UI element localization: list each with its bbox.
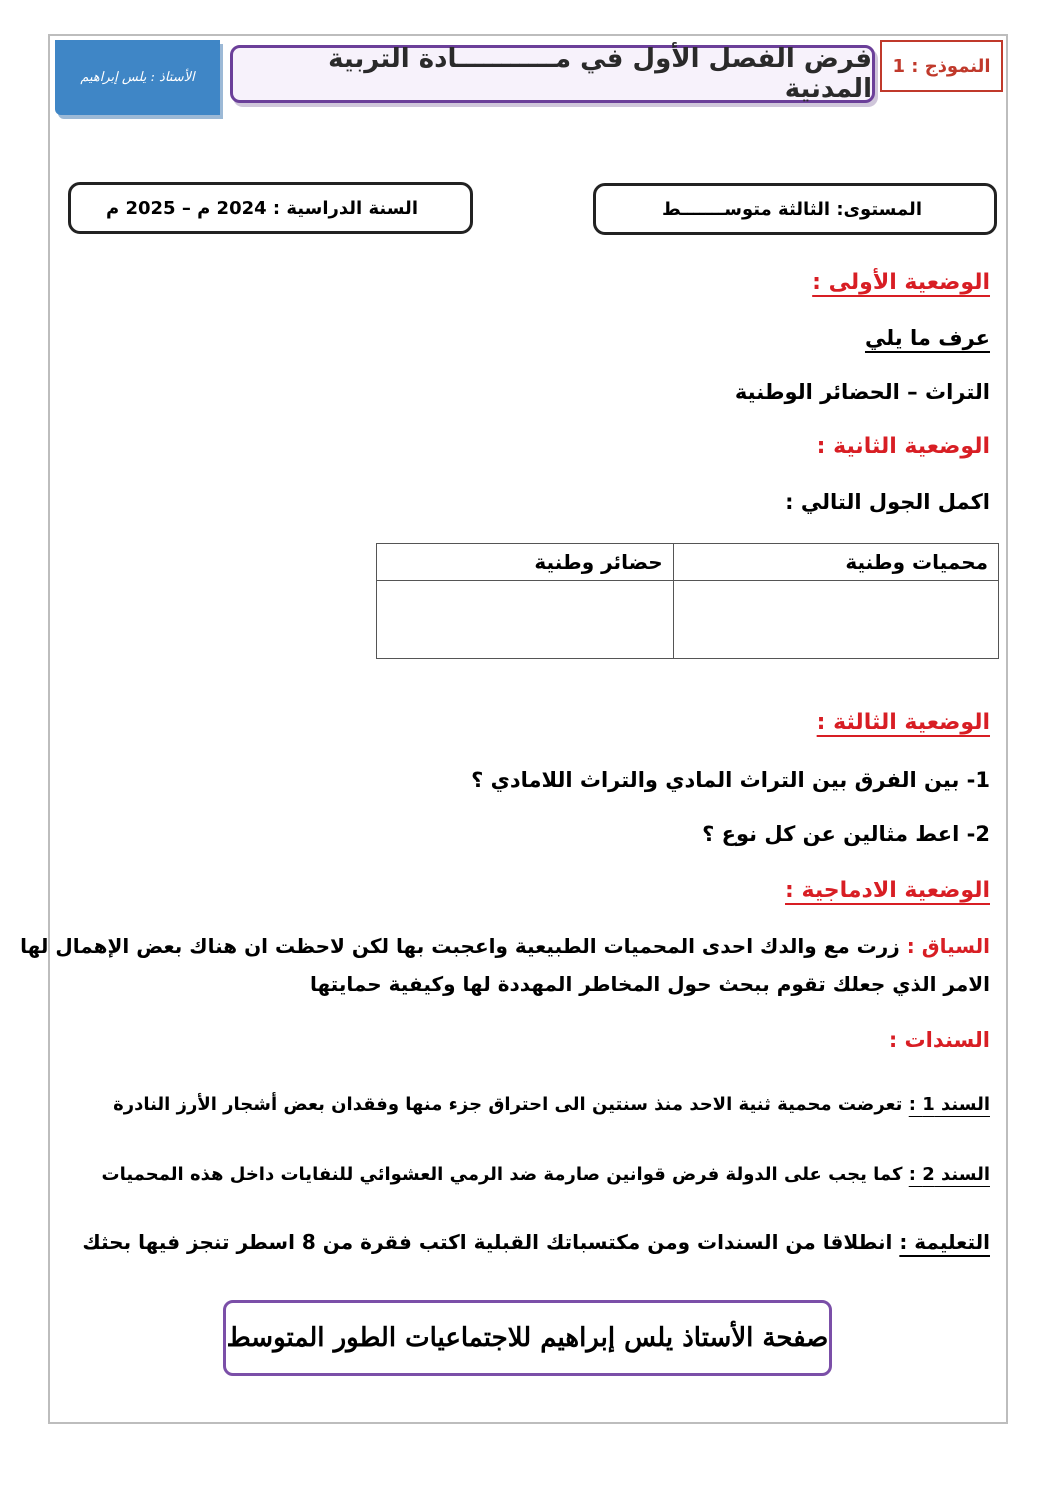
- table-header-parks: حضائر وطنية: [377, 544, 674, 581]
- exam-title-box: [230, 45, 875, 103]
- completion-table: [376, 543, 999, 659]
- model-label: النموذج : 1: [892, 55, 991, 77]
- support-1: [113, 1094, 990, 1115]
- table-row: [377, 581, 999, 659]
- section3-question-1: 1- بين الفرق بين التراث المادي والتراث اللامادي ؟: [471, 768, 990, 792]
- support-2-text: كما يجب على الدولة فرض قوانين صارمة ضد الرمي العشوائي للنفايات داخل هذه المحميات: [101, 1164, 903, 1185]
- footer-text: صفحة الأستاذ يلس إبراهيم للاجتماعيات الطور المتوسط: [226, 1323, 829, 1353]
- supports-label: السندات :: [888, 1028, 990, 1052]
- support-1-text: تعرضت محمية ثنية الاحد منذ سنتين الى احتراق جزء منها وفقدان بعض أشجار الأرز النادرة: [113, 1094, 903, 1115]
- support-2: [101, 1164, 990, 1185]
- footer-box: [223, 1300, 832, 1376]
- integration-heading: الوضعية الادماجية :: [785, 878, 990, 903]
- section2-instruction: اكمل الجول التالي :: [785, 490, 990, 514]
- exam-title: فرض الفصل الأول في مـــــــــــادة التربية المدنية: [328, 44, 872, 104]
- section1-terms: التراث – الحضائر الوطنية: [734, 380, 990, 404]
- context-text-1: زرت مع والدك احدى المحميات الطبيعية واعجبت بها لكن لاحظت ان هناك بعض الإهمال لها: [20, 934, 900, 958]
- model-number-box: [880, 40, 1003, 92]
- section2-heading: الوضعية الثانية :: [816, 434, 990, 459]
- task-text: انطلاقا من السندات ومن مكتسباتك القبلية اكتب فقرة من 8 اسطر تنجز فيها بحثك: [82, 1230, 893, 1254]
- section1-heading: الوضعية الأولى :: [812, 270, 990, 295]
- table-header-reserves: محميات وطنية: [673, 544, 998, 581]
- support-2-label: السند 2 :: [908, 1164, 990, 1185]
- context-line-1: [20, 934, 990, 958]
- section1-instruction: عرف ما يلي: [864, 326, 990, 350]
- year-box: [68, 182, 473, 234]
- section3-heading: الوضعية الثالثة :: [816, 710, 990, 735]
- table-cell-empty[interactable]: [673, 581, 998, 659]
- context-label: السياق :: [906, 934, 990, 958]
- level-box: [593, 183, 997, 235]
- task-label: التعليمة :: [899, 1230, 990, 1254]
- teacher-badge: [55, 40, 220, 115]
- year-text: السنة الدراسية : 2024 م – 2025 م: [105, 197, 418, 219]
- context-line-2: الامر الذي جعلك تقوم ببحث حول المخاطر المهددة لها وكيفية حمايتها: [309, 972, 990, 996]
- table-cell-empty[interactable]: [377, 581, 674, 659]
- table-header-row: [377, 544, 999, 581]
- section3-question-2: 2- اعط مثالين عن كل نوع ؟: [702, 822, 990, 846]
- teacher-name: الأستاذ : يلس إبراهيم: [80, 70, 195, 85]
- support-1-label: السند 1 :: [908, 1094, 990, 1115]
- level-text: المستوى: الثالثة متوســـــــط: [661, 198, 922, 220]
- task: [82, 1230, 990, 1254]
